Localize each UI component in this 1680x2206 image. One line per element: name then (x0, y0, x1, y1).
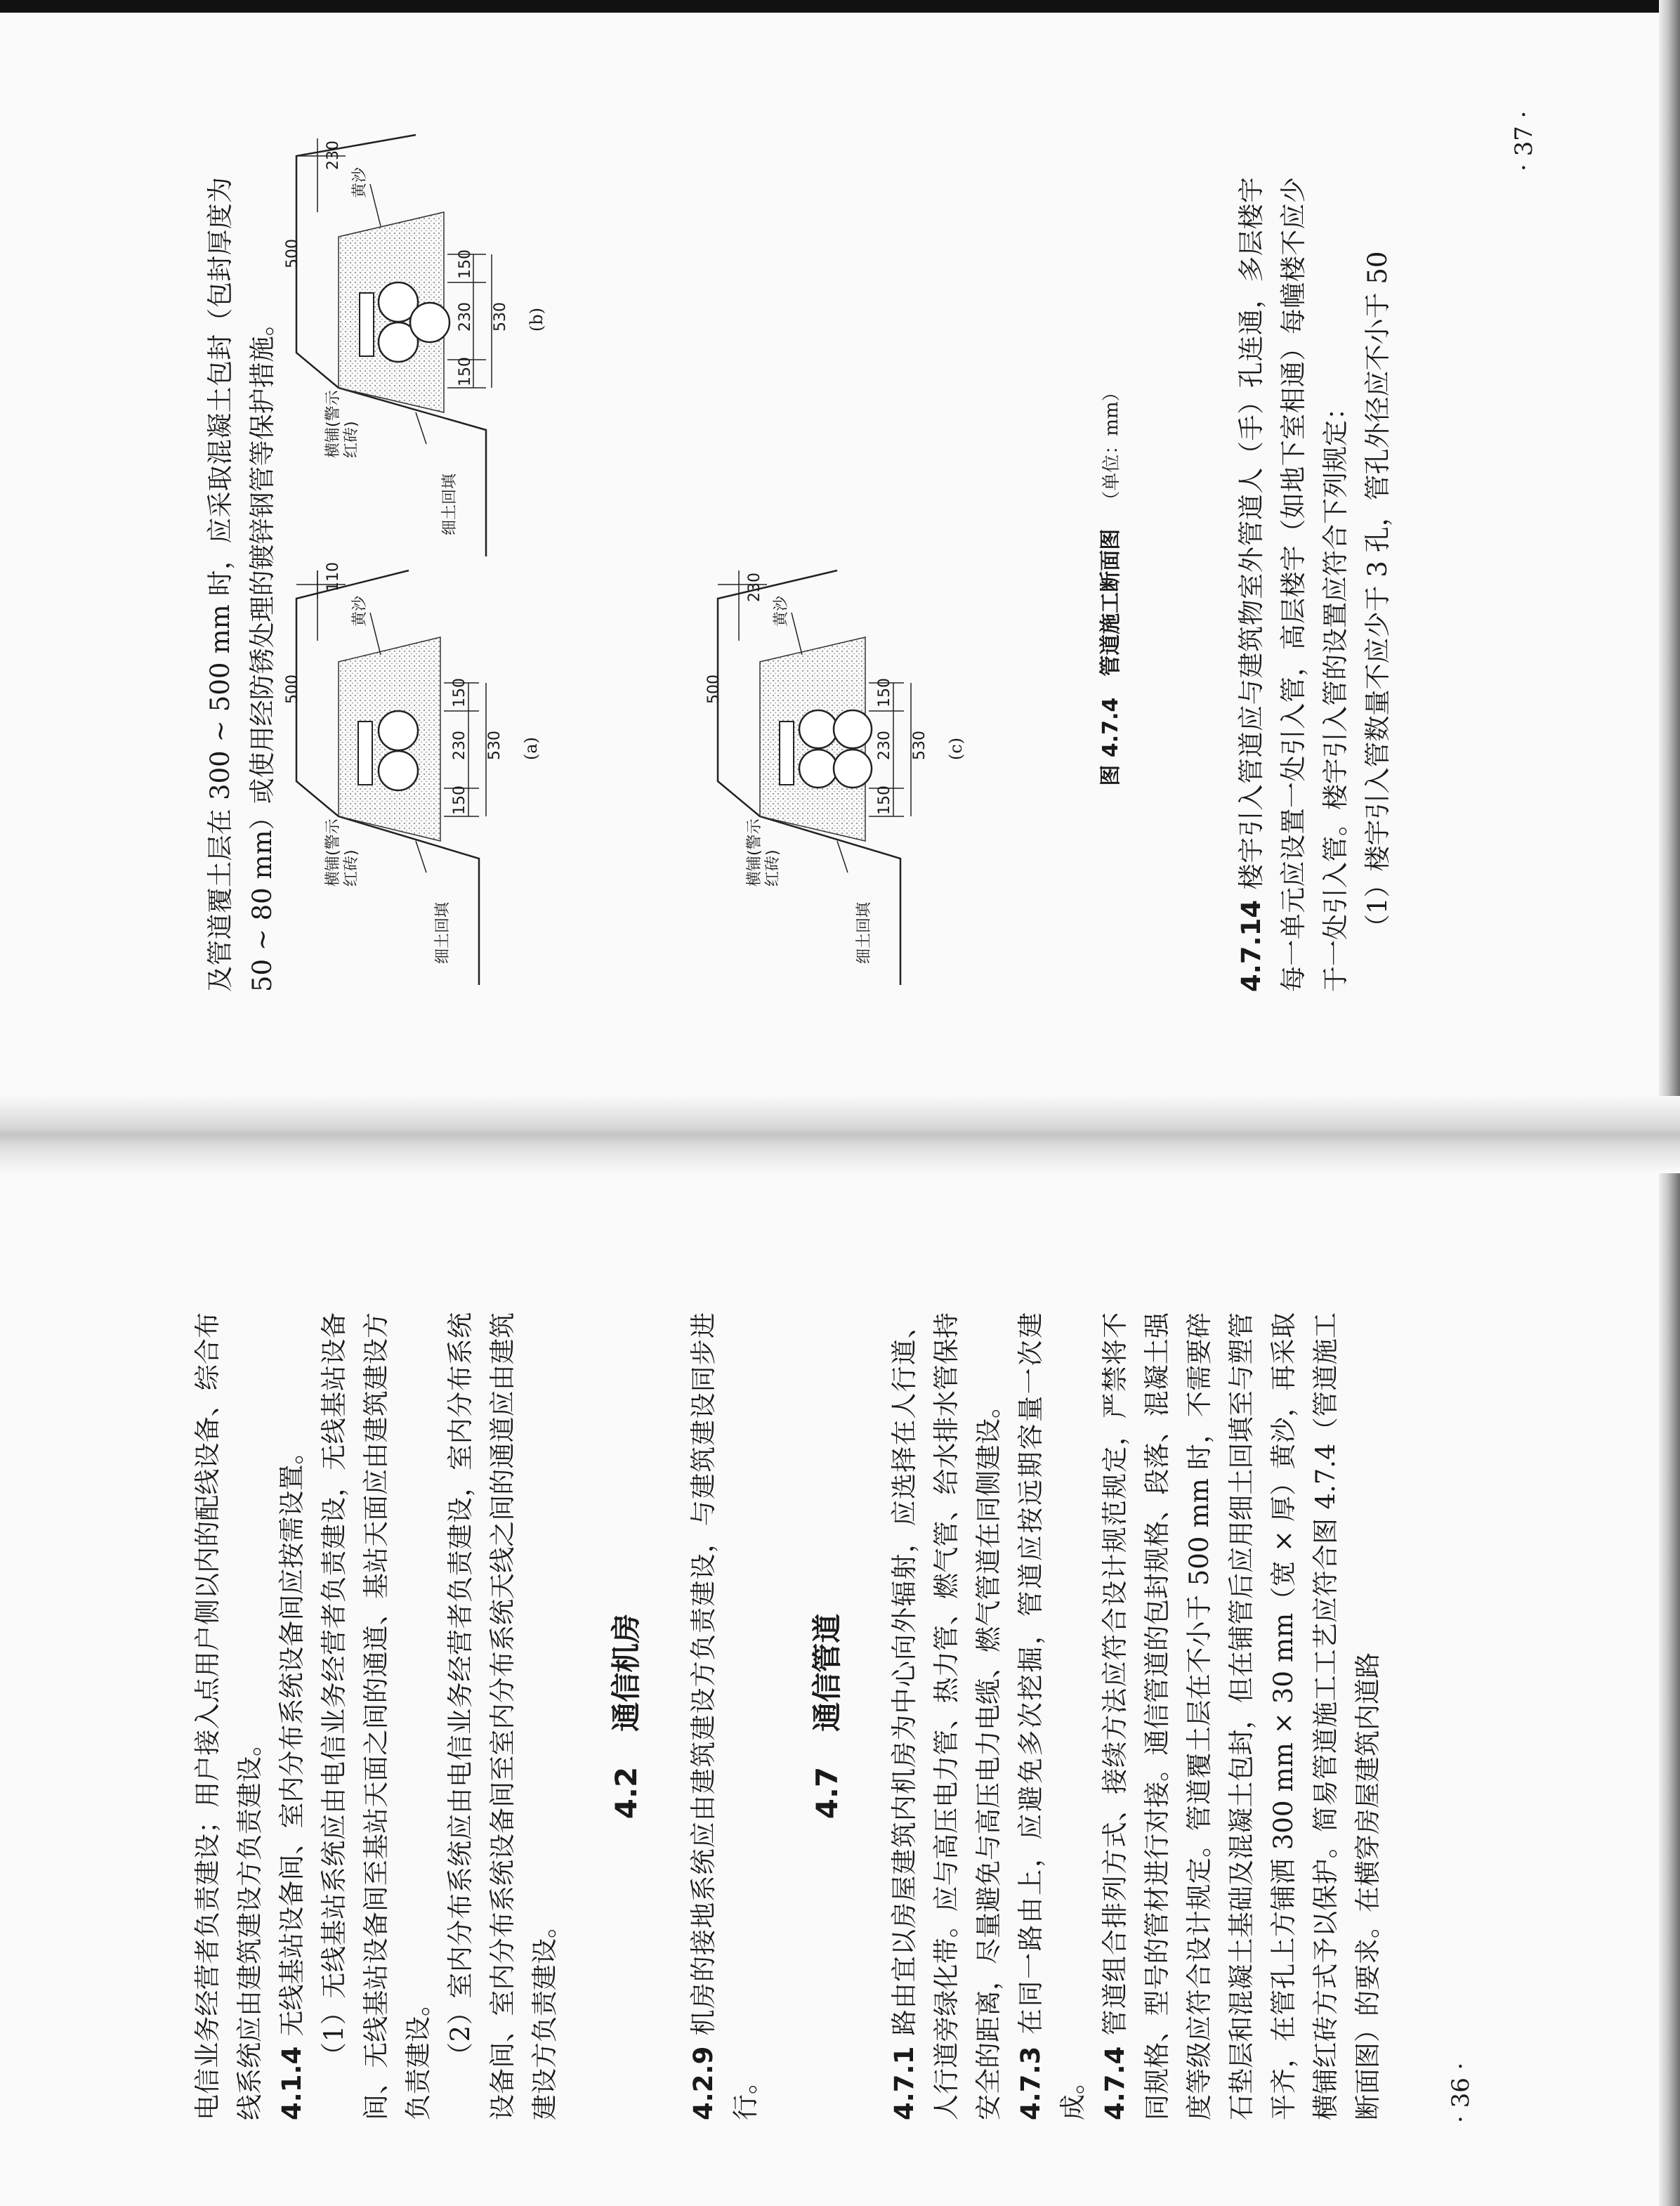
section-heading-4-2 (605, 1312, 648, 2120)
dim-530-a: 530 (486, 731, 504, 760)
pipe-a-1 (379, 751, 418, 790)
clause-text: 路由宜以房屋建筑内机房为中心向外辐射，应选择在人行道、人行道旁绿化带。应与高压电力管、热力管、燃气管、给水排水管保持安全的距离，尽量避免与高压电力电缆、燃气管道在同侧建设。 (889, 1312, 1004, 2120)
dim-150-a-left: 150 (451, 785, 468, 815)
clause-number: 4.7.4 (1100, 2046, 1130, 2120)
label-brick-b: 横铺(警示红砖) (324, 390, 360, 458)
label-sand-b: 黄沙 (351, 167, 369, 198)
clause-4-7-4 (1094, 1312, 1389, 2120)
section-title: 通信管道 (810, 1613, 844, 1732)
dim-230-b: 230 (457, 302, 474, 332)
clause-number: 4.1.4 (277, 2046, 307, 2120)
page-37 (0, 0, 1680, 1075)
page-36-text (187, 1312, 1389, 2120)
trench-cross-sections (275, 128, 1139, 992)
label-brick-a: 横铺(警示红砖) (324, 818, 360, 887)
dim-230-b-top: 230 (324, 141, 342, 170)
page-36 (0, 1131, 1680, 2206)
subfigure-caption-b: (b) (527, 307, 546, 332)
figure-caption-title: 图 4.7.4 管道施工断面图 (1098, 528, 1123, 786)
dim-530-c: 530 (911, 731, 928, 760)
section-number: 4.2 (609, 1766, 643, 1820)
pipe-c-1 (799, 750, 837, 788)
clause-4-1-4-item-1: （1）无线基站系统应由电信业务经营者负责建设，无线基站设备间、无线基站设备间至基站天面之间的通道、基站天面应由建筑建设方负责建设。 (319, 1312, 433, 2120)
label-sand-a: 黄沙 (351, 595, 369, 627)
page-37-bottom-text (1231, 177, 1399, 992)
warning-brick-b (360, 293, 374, 356)
figure-caption-unit: （单位：mm） (1101, 383, 1122, 509)
warning-brick-c (780, 722, 794, 785)
warning-brick-a (358, 722, 372, 785)
figure-4-7-4 (275, 128, 1139, 992)
figure-caption (1093, 177, 1124, 992)
intro-line-1: 电信业务经营者负责建设；用户接入点用户侧以内的配线设备、综 (192, 1364, 223, 2120)
label-sand-c: 黄沙 (773, 595, 790, 627)
page-number-36: · 36 · (1447, 2062, 1475, 2123)
label-brick-c: 横铺(警示红砖) (746, 818, 782, 887)
clause-4-1-4-item-2: （2）室内分布系统应由电信业务经营者负责建设，室内分布系统设备间、室内分布系统设备间至室内分布系统天线之间的通道应由建筑建设方负责建设。 (445, 1312, 560, 2120)
clause-text: 机房的接地系统应由建筑建设方负责建设，与建筑建设同步进行。 (688, 1312, 761, 2120)
clause-4-7-14 (1231, 177, 1357, 992)
dim-150-c-right: 150 (876, 678, 893, 707)
intro-paragraph (187, 1312, 271, 2120)
page-number-37: · 37 · (1510, 110, 1538, 171)
clause-number: 4.7.1 (889, 2046, 919, 2120)
clause-text: 在同一路由上，应避免多次挖掘，管道应按远期容量一次建成。 (1016, 1312, 1088, 2120)
clause-number: 4.7.3 (1016, 2046, 1046, 2120)
pipe-a-2 (379, 711, 418, 750)
page-37-top-text (199, 177, 284, 992)
clause-text: 无线基站设备间、室内分布系统设备间应按需设置。 (277, 1438, 307, 2037)
clause-4-7-3 (1010, 1312, 1094, 2120)
section-b (296, 135, 492, 556)
pipe-b-3 (410, 303, 449, 342)
pipe-c-4 (834, 710, 872, 748)
clause-4-7-1 (884, 1312, 1010, 2120)
clause-4-2-9 (683, 1312, 767, 2120)
clause-text: 楼宇引入管道应与建筑物室外管道人（手）孔连通，多层楼宇每一单元应设置一处引入管，高层楼宇（如地下室相通）每幢楼不应少于一处引入管。楼宇引入管的设置应符合下列规定： (1236, 177, 1351, 992)
dim-530-b: 530 (492, 302, 509, 332)
dim-150-a-right: 150 (451, 678, 468, 707)
dim-150-b-left: 150 (457, 357, 474, 386)
pipe-c-3 (834, 750, 872, 788)
section-c (718, 570, 911, 985)
subfigure-caption-c: (c) (946, 737, 966, 760)
pipe-c-2 (799, 710, 837, 748)
dim-500-c: 500 (705, 674, 723, 704)
section-heading-4-7 (806, 1312, 848, 2120)
section-a (296, 570, 486, 985)
dim-230-a: 230 (451, 731, 468, 760)
dim-230-c: 230 (876, 731, 893, 760)
label-backfill-c: 细土回填 (855, 901, 873, 964)
clause-4-7-14-item-1: （1）楼宇引入管数量不应少于 3 孔，管孔外径应不小于 50 (1363, 251, 1393, 940)
dim-230-c-top: 230 (746, 573, 763, 602)
dim-500-a: 500 (284, 674, 301, 704)
clause-text: 管道组合排列方式、接续方法应符合设计规范规定，严禁将不同规格、型号的管材进行对接。通信管道的包封规格、段落、混凝土强度等级应符合设计规定。管道覆土层在不小于 500 mm 时，不需要碎石垫层和混凝土基础及混凝土包封，但在铺管后应用细土回填至与塑管平齐，在管孔上方铺洒 300 mm × 30 mm（宽 × 厚）黄沙，再采取横铺红砖方式予以保护。简易管道施工工艺应符合图 4.7.4（管道施工断面图）的要求。在横穿房屋建筑内道路 (1100, 1312, 1383, 2120)
intro-line-2: 合布线系统应由建筑建设方负责建设。 (192, 1312, 265, 2120)
continued-paragraph: 及管道覆土层在 300 ~ 500 mm 时，应采取混凝土包封（包封厚度为 50 ~ 80 mm）或使用经防锈处理的镀锌钢管等保护措施。 (205, 177, 277, 992)
clause-number: 4.2.9 (688, 2046, 718, 2120)
section-number: 4.7 (810, 1766, 844, 1820)
subfigure-caption-a: (a) (521, 736, 541, 760)
section-title: 通信机房 (609, 1613, 643, 1732)
dim-500-b: 500 (284, 239, 301, 268)
label-backfill-b: 细土回填 (441, 473, 459, 535)
dim-110-a: 110 (324, 562, 342, 592)
dim-150-c-left: 150 (876, 785, 893, 815)
clause-4-1-4 (271, 1312, 313, 2120)
dim-150-b-right: 150 (457, 249, 474, 279)
clause-number: 4.7.14 (1236, 899, 1266, 992)
label-backfill-a: 细土回填 (434, 901, 452, 964)
